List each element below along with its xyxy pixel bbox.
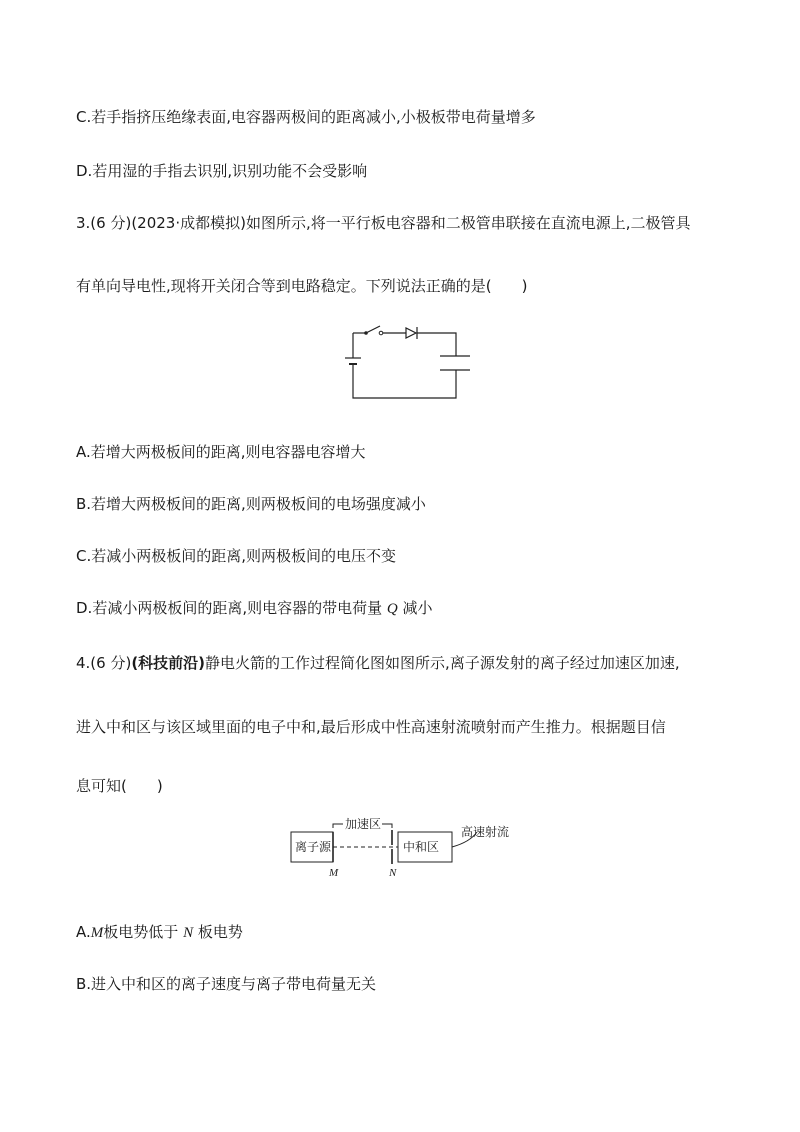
q4-option-a [76,922,243,943]
q3-stem-close: ) [521,277,528,295]
q2-option-c: C.若手指挤压绝缘表面,电容器两极间的距离减小,小极板带电荷量增多 [76,108,536,126]
q3-option-c: C.若减小两极板间的距离,则两极板间的电压不变 [76,547,397,565]
q3-stem-text: 有单向导电性,现将开关闭合等到电路稳定。下列说法正确的是( [76,277,492,295]
var-q: Q [386,601,398,617]
q3-option-d-text: D.若减小两极板间的距离,则电容器的带电荷量 [76,599,383,617]
diode-triangle [406,328,416,338]
q2-option-d: D.若用湿的手指去识别,识别功能不会受影响 [76,162,368,180]
q4-stem-line2: 进入中和区与该区域里面的电子中和,最后形成中性高速射流喷射而产生推力。根据题目信 [76,718,666,736]
plate-n-label: N [389,867,397,879]
q4-number: 4.(6 分) [76,654,132,672]
switch-contact [379,331,383,335]
var-m: M [90,925,104,941]
q3-stem-line1: 3.(6 分)(2023·成都模拟)如图所示,将一平行板电容器和二极管串联接在直流电源上,二极管具 [76,214,691,232]
plate-m-label: M [329,867,339,879]
q4-tag: (科技前沿) [131,654,206,672]
circuit-diagram [340,318,470,404]
q3-option-a: A.若增大两极板间的距离,则电容器电容增大 [76,443,366,461]
var-n: N [183,925,194,941]
ion-source-label: 离子源 [295,840,332,854]
q4-stem-text: 静电火箭的工作过程简化图如图所示,离子源发射的离子经过加速区加速, [205,654,680,672]
accel-zone-label: 加速区 [345,817,382,831]
q4-option-a-prefix: A. [76,923,91,941]
q4-stem-close: ) [156,777,163,795]
q4-stem-line3 [76,776,163,796]
accel-bracket-right [382,824,392,828]
q3-option-d-tail: 减小 [402,599,433,617]
q4-stem-tail: 息可知( [76,777,127,795]
top-wire-right [417,333,456,356]
q4-stem-line1 [76,653,680,673]
q3-stem-line2 [76,276,527,296]
q4-option-a-mid: 板电势低于 [103,923,179,941]
q4-option-b: B.进入中和区的离子速度与离子带电荷量无关 [76,975,377,993]
jet-label: 高速射流 [461,825,510,839]
switch-pivot [364,331,368,335]
q4-option-a-tail: 板电势 [197,923,243,941]
neutral-zone-label: 中和区 [403,840,440,854]
accel-bracket-left [333,824,343,828]
switch-blade [366,326,380,333]
q3-option-d [76,598,433,619]
q3-option-b: B.若增大两极板间的距离,则两极板间的电场强度减小 [76,495,426,513]
bottom-wire [353,370,456,398]
rocket-diagram [285,812,525,882]
